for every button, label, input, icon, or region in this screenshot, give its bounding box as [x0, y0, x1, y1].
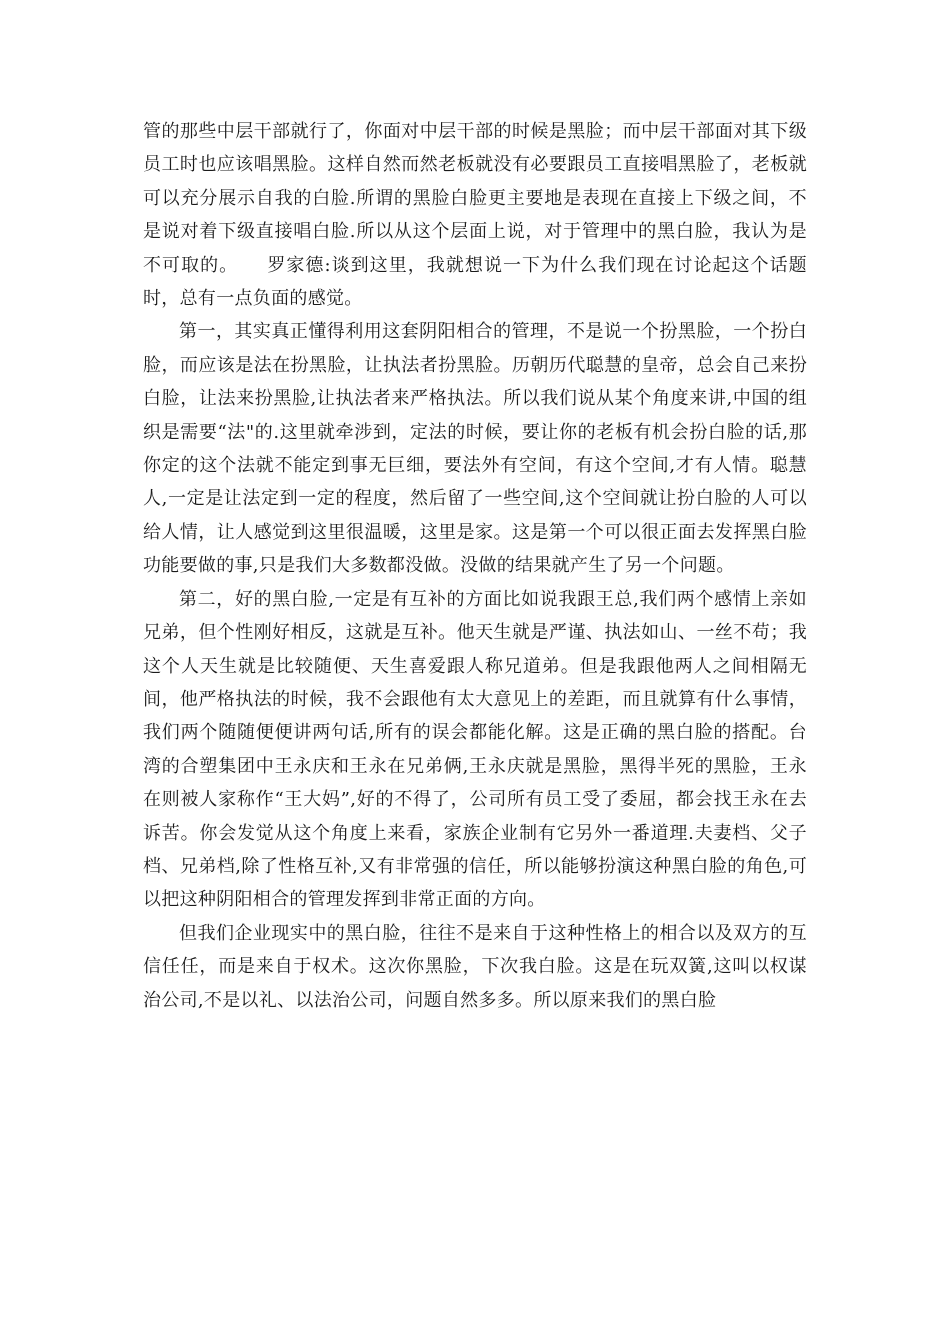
- paragraph-1: 管的那些中层干部就行了，你面对中层干部的时候是黑脸；而中层干部面对其下级员工时也应该唱黑脸。这样自然而然老板就没有必要跟员工直接唱黑脸了，老板就可以充分展示自我的白脸.所谓的黑脸白脸更主要地是表现在直接上下级之间，不是说对着下级直接唱白脸.所以从这个层面上说，对于管理中的黑白脸，我认为是不可取的。 罗家德:谈到这里，我就想说一下为什么我们现在讨论起这个话题时，总有一点负面的感觉。: [143, 121, 807, 310]
- paragraph-3: 第二，好的黑白脸,一定是有互补的方面比如说我跟王总,我们两个感情上亲如兄弟，但个性刚好相反，这就是互补。他天生就是严谨、执法如山、一丝不苟；我这个人天生就是比较随便、天生喜爱跟人称兄道弟。但是我跟他两人之间相隔无间，他严格执法的时候，我不会跟他有太大意见上的差距，而且就算有什么事情，我们两个随随便便讲两句话,所有的误会都能化解。这是正确的黑白脸的搭配。台湾的合塑集团中王永庆和王永在兄弟俩,王永庆就是黑脸，黑得半死的黑脸，王永在则被人家称作“王大妈”,好的不得了，公司所有员工受了委屈，都会找王永在去诉苦。你会发觉从这个角度上来看，家族企业制有它另外一番道理.夫妻档、父子档、兄弟档,除了性格互补,又有非常强的信任，所以能够扮演这种黑白脸的角色,可以把这种阴阳相合的管理发挥到非常正面的方向。: [143, 588, 807, 911]
- paragraph-2: 第一，其实真正懂得利用这套阴阳相合的管理，不是说一个扮黑脸，一个扮白脸，而应该是法在扮黑脸，让执法者扮黑脸。历朝历代聪慧的皇帝，总会自己来扮白脸，让法来扮黑脸,让执法者来严格执法。所以我们说从某个角度来讲,中国的组织是需要“法"的.这里就牵涉到，定法的时候，要让你的老板有机会扮白脸的话,那你定的这个法就不能定到事无巨细，要法外有空间，有这个空间,才有人情。聪慧人,一定是让法定到一定的程度，然后留了一些空间,这个空间就让扮白脸的人可以给人情，让人感觉到这里很温暖，这里是家。这是第一个可以很正面去发挥黑白脸功能要做的事,只是我们大多数都没做。没做的结果就产生了另一个问题。: [143, 321, 807, 577]
- paragraph-4: 但我们企业现实中的黑白脸，往往不是来自于这种性格上的相合以及双方的互信任任，而是来自于权术。这次你黑脸，下次我白脸。这是在玩双簧,这叫以权谋治公司,不是以礼、以法治公司，问题自然多多。所以原来我们的黑白脸: [143, 922, 807, 1011]
- document-page: [143, 115, 807, 1017]
